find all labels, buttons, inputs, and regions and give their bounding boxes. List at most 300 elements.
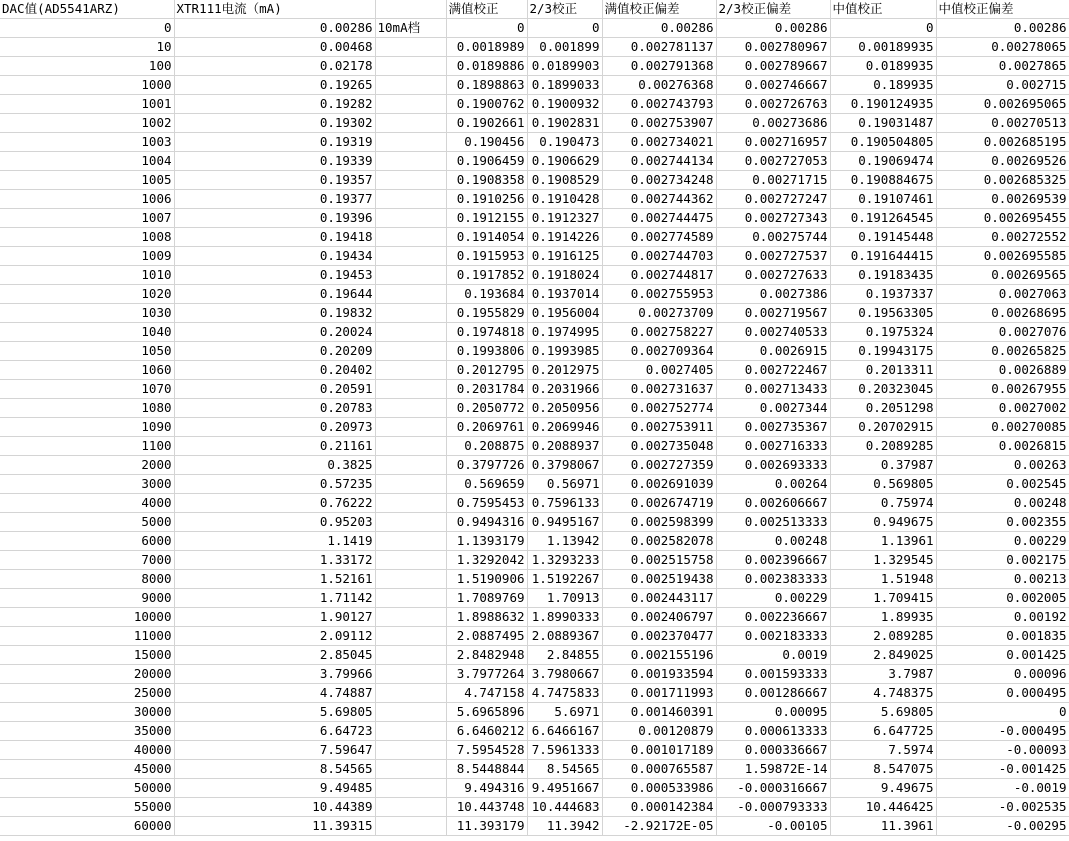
- cell-mid-cal-dev[interactable]: 0.00229: [936, 532, 1069, 551]
- cell-mid-cal-dev[interactable]: -0.0019: [936, 779, 1069, 798]
- cell-full-cal-dev[interactable]: 0.002753911: [602, 418, 716, 437]
- cell-dac[interactable]: 55000: [0, 798, 174, 817]
- cell-full-cal-dev[interactable]: 0.001933594: [602, 665, 716, 684]
- cell-two-thirds-cal[interactable]: 0.56971: [527, 475, 602, 494]
- cell-full-cal[interactable]: 0.1912155: [446, 209, 527, 228]
- cell-full-cal[interactable]: 0.190456: [446, 133, 527, 152]
- cell-two-thirds-cal-dev[interactable]: 0.002236667: [716, 608, 830, 627]
- cell-xtr-current[interactable]: 1.33172: [174, 551, 375, 570]
- cell-mid-cal-dev[interactable]: 0.0026889: [936, 361, 1069, 380]
- header-cell-two-thirds-cal-dev[interactable]: 2/3校正偏差: [716, 0, 830, 19]
- cell-mid-cal-dev[interactable]: 0.0027063: [936, 285, 1069, 304]
- cell-mid-cal[interactable]: 0.191644415: [830, 247, 936, 266]
- cell-full-cal[interactable]: 0: [446, 19, 527, 38]
- cell-mid-cal[interactable]: 1.709415: [830, 589, 936, 608]
- cell-mid-cal-dev[interactable]: 0.00265825: [936, 342, 1069, 361]
- cell-full-cal[interactable]: 0.1910256: [446, 190, 527, 209]
- cell-dac[interactable]: 1009: [0, 247, 174, 266]
- cell-full-cal[interactable]: 0.0189886: [446, 57, 527, 76]
- cell-full-cal-dev[interactable]: 0.002744134: [602, 152, 716, 171]
- header-cell-two-thirds-cal[interactable]: 2/3校正: [527, 0, 602, 19]
- cell-mid-cal[interactable]: 2.089285: [830, 627, 936, 646]
- cell-xtr-current[interactable]: 0.19644: [174, 285, 375, 304]
- cell-range[interactable]: [375, 589, 446, 608]
- cell-range[interactable]: [375, 152, 446, 171]
- cell-two-thirds-cal-dev[interactable]: 0.002727633: [716, 266, 830, 285]
- cell-range[interactable]: [375, 437, 446, 456]
- cell-full-cal-dev[interactable]: 0.002370477: [602, 627, 716, 646]
- cell-full-cal-dev[interactable]: 0.002406797: [602, 608, 716, 627]
- cell-full-cal-dev[interactable]: 0.0027405: [602, 361, 716, 380]
- cell-range[interactable]: [375, 627, 446, 646]
- cell-mid-cal-dev[interactable]: 0.00269565: [936, 266, 1069, 285]
- cell-dac[interactable]: 4000: [0, 494, 174, 513]
- cell-xtr-current[interactable]: 0.00286: [174, 19, 375, 38]
- cell-xtr-current[interactable]: 0.20783: [174, 399, 375, 418]
- cell-range[interactable]: [375, 209, 446, 228]
- cell-two-thirds-cal-dev[interactable]: 0.002719567: [716, 304, 830, 323]
- cell-dac[interactable]: 1005: [0, 171, 174, 190]
- cell-mid-cal[interactable]: 0.37987: [830, 456, 936, 475]
- cell-range[interactable]: [375, 114, 446, 133]
- cell-mid-cal[interactable]: 0.2089285: [830, 437, 936, 456]
- cell-range[interactable]: [375, 703, 446, 722]
- cell-full-cal[interactable]: 6.6460212: [446, 722, 527, 741]
- cell-two-thirds-cal[interactable]: 1.5192267: [527, 570, 602, 589]
- cell-xtr-current[interactable]: 0.76222: [174, 494, 375, 513]
- cell-full-cal[interactable]: 0.1915953: [446, 247, 527, 266]
- cell-two-thirds-cal-dev[interactable]: 0.002693333: [716, 456, 830, 475]
- cell-full-cal[interactable]: 0.1900762: [446, 95, 527, 114]
- cell-mid-cal[interactable]: 5.69805: [830, 703, 936, 722]
- cell-dac[interactable]: 5000: [0, 513, 174, 532]
- cell-two-thirds-cal[interactable]: 1.3293233: [527, 551, 602, 570]
- cell-mid-cal-dev[interactable]: -0.002535: [936, 798, 1069, 817]
- cell-mid-cal-dev[interactable]: 0.00096: [936, 665, 1069, 684]
- cell-mid-cal[interactable]: 9.49675: [830, 779, 936, 798]
- cell-full-cal-dev[interactable]: 0.002753907: [602, 114, 716, 133]
- cell-full-cal[interactable]: 0.1914054: [446, 228, 527, 247]
- cell-full-cal[interactable]: 0.9494316: [446, 513, 527, 532]
- cell-full-cal[interactable]: 0.1917852: [446, 266, 527, 285]
- cell-mid-cal[interactable]: 1.13961: [830, 532, 936, 551]
- cell-range[interactable]: [375, 779, 446, 798]
- cell-full-cal-dev[interactable]: 0.002519438: [602, 570, 716, 589]
- cell-mid-cal-dev[interactable]: 0.00267955: [936, 380, 1069, 399]
- cell-two-thirds-cal-dev[interactable]: 0.002383333: [716, 570, 830, 589]
- cell-mid-cal-dev[interactable]: 0.00248: [936, 494, 1069, 513]
- cell-full-cal[interactable]: 0.2069761: [446, 418, 527, 437]
- cell-xtr-current[interactable]: 0.20024: [174, 323, 375, 342]
- cell-mid-cal[interactable]: 10.446425: [830, 798, 936, 817]
- cell-dac[interactable]: 35000: [0, 722, 174, 741]
- cell-two-thirds-cal-dev[interactable]: 0.00248: [716, 532, 830, 551]
- cell-mid-cal-dev[interactable]: -0.001425: [936, 760, 1069, 779]
- cell-range[interactable]: [375, 285, 446, 304]
- cell-two-thirds-cal[interactable]: 11.3942: [527, 817, 602, 836]
- cell-two-thirds-cal-dev[interactable]: 0.002726763: [716, 95, 830, 114]
- cell-mid-cal[interactable]: 0.191264545: [830, 209, 936, 228]
- cell-range[interactable]: [375, 608, 446, 627]
- cell-mid-cal-dev[interactable]: 0: [936, 703, 1069, 722]
- cell-dac[interactable]: 40000: [0, 741, 174, 760]
- cell-range[interactable]: [375, 95, 446, 114]
- cell-two-thirds-cal[interactable]: 1.70913: [527, 589, 602, 608]
- cell-dac[interactable]: 1100: [0, 437, 174, 456]
- cell-two-thirds-cal[interactable]: 6.6466167: [527, 722, 602, 741]
- cell-xtr-current[interactable]: 11.39315: [174, 817, 375, 836]
- cell-two-thirds-cal-dev[interactable]: 0.002713433: [716, 380, 830, 399]
- cell-mid-cal-dev[interactable]: 0.002685325: [936, 171, 1069, 190]
- cell-dac[interactable]: 6000: [0, 532, 174, 551]
- cell-mid-cal-dev[interactable]: -0.000495: [936, 722, 1069, 741]
- cell-range[interactable]: [375, 760, 446, 779]
- cell-two-thirds-cal[interactable]: 0.2031966: [527, 380, 602, 399]
- cell-two-thirds-cal[interactable]: 0.190473: [527, 133, 602, 152]
- cell-two-thirds-cal-dev[interactable]: 0.002727053: [716, 152, 830, 171]
- cell-dac[interactable]: 1080: [0, 399, 174, 418]
- cell-mid-cal[interactable]: 3.7987: [830, 665, 936, 684]
- cell-dac[interactable]: 10: [0, 38, 174, 57]
- cell-full-cal-dev[interactable]: 0.002674719: [602, 494, 716, 513]
- cell-dac[interactable]: 1070: [0, 380, 174, 399]
- cell-two-thirds-cal[interactable]: 2.0889367: [527, 627, 602, 646]
- cell-dac[interactable]: 1004: [0, 152, 174, 171]
- cell-two-thirds-cal-dev[interactable]: 0.00286: [716, 19, 830, 38]
- cell-full-cal[interactable]: 10.443748: [446, 798, 527, 817]
- cell-xtr-current[interactable]: 0.19832: [174, 304, 375, 323]
- cell-xtr-current[interactable]: 9.49485: [174, 779, 375, 798]
- cell-dac[interactable]: 9000: [0, 589, 174, 608]
- cell-mid-cal[interactable]: 0.190884675: [830, 171, 936, 190]
- cell-mid-cal[interactable]: 0.189935: [830, 76, 936, 95]
- cell-full-cal-dev[interactable]: 0.002734248: [602, 171, 716, 190]
- cell-mid-cal[interactable]: 6.647725: [830, 722, 936, 741]
- cell-full-cal-dev[interactable]: 0.002582078: [602, 532, 716, 551]
- cell-two-thirds-cal[interactable]: 0.1956004: [527, 304, 602, 323]
- cell-mid-cal[interactable]: 0.569805: [830, 475, 936, 494]
- cell-full-cal[interactable]: 0.0018989: [446, 38, 527, 57]
- cell-dac[interactable]: 60000: [0, 817, 174, 836]
- cell-two-thirds-cal-dev[interactable]: 0.000336667: [716, 741, 830, 760]
- cell-xtr-current[interactable]: 10.44389: [174, 798, 375, 817]
- cell-two-thirds-cal[interactable]: 0.7596133: [527, 494, 602, 513]
- cell-mid-cal-dev[interactable]: 0.002545: [936, 475, 1069, 494]
- cell-full-cal-dev[interactable]: 0.002758227: [602, 323, 716, 342]
- cell-xtr-current[interactable]: 8.54565: [174, 760, 375, 779]
- cell-two-thirds-cal[interactable]: 10.444683: [527, 798, 602, 817]
- cell-full-cal[interactable]: 0.3797726: [446, 456, 527, 475]
- cell-two-thirds-cal-dev[interactable]: 0.0026915: [716, 342, 830, 361]
- cell-mid-cal-dev[interactable]: 0.00192: [936, 608, 1069, 627]
- cell-mid-cal-dev[interactable]: 0.00272552: [936, 228, 1069, 247]
- cell-full-cal[interactable]: 0.2050772: [446, 399, 527, 418]
- cell-two-thirds-cal[interactable]: 0.2050956: [527, 399, 602, 418]
- cell-dac[interactable]: 2000: [0, 456, 174, 475]
- cell-two-thirds-cal-dev[interactable]: 0.0027386: [716, 285, 830, 304]
- cell-full-cal-dev[interactable]: 0.002155196: [602, 646, 716, 665]
- cell-full-cal-dev[interactable]: 0.00273709: [602, 304, 716, 323]
- cell-two-thirds-cal-dev[interactable]: 0.002746667: [716, 76, 830, 95]
- cell-dac[interactable]: 1008: [0, 228, 174, 247]
- cell-mid-cal[interactable]: 11.3961: [830, 817, 936, 836]
- cell-dac[interactable]: 8000: [0, 570, 174, 589]
- cell-full-cal[interactable]: 1.5190906: [446, 570, 527, 589]
- cell-full-cal-dev[interactable]: 0.002709364: [602, 342, 716, 361]
- cell-mid-cal-dev[interactable]: 0.00278065: [936, 38, 1069, 57]
- cell-dac[interactable]: 1030: [0, 304, 174, 323]
- cell-xtr-current[interactable]: 3.79966: [174, 665, 375, 684]
- cell-xtr-current[interactable]: 0.19282: [174, 95, 375, 114]
- cell-two-thirds-cal[interactable]: 0.1993985: [527, 342, 602, 361]
- cell-two-thirds-cal-dev[interactable]: 0.002716957: [716, 133, 830, 152]
- cell-mid-cal-dev[interactable]: 0.002695065: [936, 95, 1069, 114]
- cell-range[interactable]: [375, 76, 446, 95]
- cell-range[interactable]: [375, 399, 446, 418]
- cell-xtr-current[interactable]: 0.19319: [174, 133, 375, 152]
- cell-mid-cal[interactable]: 2.849025: [830, 646, 936, 665]
- cell-full-cal-dev[interactable]: 0.000765587: [602, 760, 716, 779]
- cell-xtr-current[interactable]: 0.00468: [174, 38, 375, 57]
- cell-two-thirds-cal[interactable]: 8.54565: [527, 760, 602, 779]
- cell-xtr-current[interactable]: 7.59647: [174, 741, 375, 760]
- cell-full-cal-dev[interactable]: 0.00120879: [602, 722, 716, 741]
- cell-xtr-current[interactable]: 0.19418: [174, 228, 375, 247]
- cell-dac[interactable]: 50000: [0, 779, 174, 798]
- cell-range[interactable]: [375, 817, 446, 836]
- cell-two-thirds-cal-dev[interactable]: 0.002183333: [716, 627, 830, 646]
- cell-two-thirds-cal-dev[interactable]: 0.002780967: [716, 38, 830, 57]
- header-cell-full-cal[interactable]: 满值校正: [446, 0, 527, 19]
- cell-dac[interactable]: 30000: [0, 703, 174, 722]
- cell-two-thirds-cal-dev[interactable]: 0.002727247: [716, 190, 830, 209]
- cell-full-cal-dev[interactable]: 0.002781137: [602, 38, 716, 57]
- cell-two-thirds-cal[interactable]: 0.1900932: [527, 95, 602, 114]
- cell-range[interactable]: [375, 798, 446, 817]
- cell-full-cal-dev[interactable]: 0.00276368: [602, 76, 716, 95]
- cell-mid-cal[interactable]: 0.190504805: [830, 133, 936, 152]
- cell-mid-cal-dev[interactable]: 0.001835: [936, 627, 1069, 646]
- cell-dac[interactable]: 1000: [0, 76, 174, 95]
- cell-xtr-current[interactable]: 0.20402: [174, 361, 375, 380]
- cell-mid-cal[interactable]: 0.1975324: [830, 323, 936, 342]
- cell-dac[interactable]: 1003: [0, 133, 174, 152]
- cell-full-cal[interactable]: 4.747158: [446, 684, 527, 703]
- cell-full-cal[interactable]: 0.1908358: [446, 171, 527, 190]
- cell-mid-cal[interactable]: 1.89935: [830, 608, 936, 627]
- cell-mid-cal[interactable]: 1.51948: [830, 570, 936, 589]
- cell-two-thirds-cal[interactable]: 0.2088937: [527, 437, 602, 456]
- cell-range[interactable]: [375, 532, 446, 551]
- cell-range[interactable]: [375, 722, 446, 741]
- cell-full-cal-dev[interactable]: 0.002755953: [602, 285, 716, 304]
- cell-full-cal-dev[interactable]: 0.00286: [602, 19, 716, 38]
- cell-range[interactable]: [375, 266, 446, 285]
- cell-xtr-current[interactable]: 0.19434: [174, 247, 375, 266]
- cell-dac[interactable]: 3000: [0, 475, 174, 494]
- cell-full-cal[interactable]: 0.569659: [446, 475, 527, 494]
- cell-mid-cal[interactable]: 0.19563305: [830, 304, 936, 323]
- cell-dac[interactable]: 15000: [0, 646, 174, 665]
- cell-two-thirds-cal[interactable]: 0.3798067: [527, 456, 602, 475]
- cell-two-thirds-cal[interactable]: 7.5961333: [527, 741, 602, 760]
- cell-mid-cal[interactable]: 0.19145448: [830, 228, 936, 247]
- cell-range[interactable]: [375, 57, 446, 76]
- cell-full-cal-dev[interactable]: 0.000142384: [602, 798, 716, 817]
- cell-xtr-current[interactable]: 0.02178: [174, 57, 375, 76]
- cell-range[interactable]: [375, 342, 446, 361]
- cell-range[interactable]: [375, 646, 446, 665]
- cell-two-thirds-cal-dev[interactable]: 0.002396667: [716, 551, 830, 570]
- cell-two-thirds-cal-dev[interactable]: 0.001286667: [716, 684, 830, 703]
- cell-range[interactable]: [375, 513, 446, 532]
- cell-full-cal[interactable]: 0.1898863: [446, 76, 527, 95]
- header-cell-empty[interactable]: [375, 0, 446, 19]
- cell-two-thirds-cal[interactable]: 0.1914226: [527, 228, 602, 247]
- cell-dac[interactable]: 1001: [0, 95, 174, 114]
- cell-xtr-current[interactable]: 0.19396: [174, 209, 375, 228]
- cell-full-cal-dev[interactable]: 0.002598399: [602, 513, 716, 532]
- cell-mid-cal-dev[interactable]: 0.002695585: [936, 247, 1069, 266]
- cell-xtr-current[interactable]: 1.71142: [174, 589, 375, 608]
- cell-full-cal-dev[interactable]: 0.002443117: [602, 589, 716, 608]
- cell-range[interactable]: [375, 475, 446, 494]
- header-cell-mid-cal[interactable]: 中值校正: [830, 0, 936, 19]
- cell-mid-cal[interactable]: 0.20323045: [830, 380, 936, 399]
- cell-two-thirds-cal[interactable]: 0: [527, 19, 602, 38]
- cell-two-thirds-cal[interactable]: 4.7475833: [527, 684, 602, 703]
- cell-full-cal[interactable]: 0.7595453: [446, 494, 527, 513]
- cell-full-cal[interactable]: 0.1906459: [446, 152, 527, 171]
- cell-two-thirds-cal[interactable]: 0.1899033: [527, 76, 602, 95]
- cell-mid-cal-dev[interactable]: 0.002175: [936, 551, 1069, 570]
- cell-full-cal-dev[interactable]: 0.002744475: [602, 209, 716, 228]
- cell-xtr-current[interactable]: 0.95203: [174, 513, 375, 532]
- cell-mid-cal-dev[interactable]: 0.00263: [936, 456, 1069, 475]
- cell-full-cal-dev[interactable]: 0.002731637: [602, 380, 716, 399]
- cell-range[interactable]: [375, 570, 446, 589]
- cell-range[interactable]: [375, 228, 446, 247]
- cell-dac[interactable]: 7000: [0, 551, 174, 570]
- cell-dac[interactable]: 1002: [0, 114, 174, 133]
- cell-dac[interactable]: 1050: [0, 342, 174, 361]
- cell-mid-cal[interactable]: 0.20702915: [830, 418, 936, 437]
- cell-two-thirds-cal[interactable]: 5.6971: [527, 703, 602, 722]
- cell-mid-cal[interactable]: 0.949675: [830, 513, 936, 532]
- cell-mid-cal[interactable]: 0.19943175: [830, 342, 936, 361]
- cell-full-cal-dev[interactable]: 0.002791368: [602, 57, 716, 76]
- cell-xtr-current[interactable]: 0.19339: [174, 152, 375, 171]
- cell-two-thirds-cal[interactable]: 0.1918024: [527, 266, 602, 285]
- cell-full-cal[interactable]: 1.1393179: [446, 532, 527, 551]
- cell-two-thirds-cal-dev[interactable]: 0.0027344: [716, 399, 830, 418]
- cell-two-thirds-cal-dev[interactable]: 0.000613333: [716, 722, 830, 741]
- cell-full-cal[interactable]: 1.3292042: [446, 551, 527, 570]
- cell-range[interactable]: [375, 494, 446, 513]
- cell-mid-cal-dev[interactable]: 0.002695455: [936, 209, 1069, 228]
- cell-two-thirds-cal[interactable]: 0.2069946: [527, 418, 602, 437]
- cell-two-thirds-cal[interactable]: 0.001899: [527, 38, 602, 57]
- cell-full-cal-dev[interactable]: 0.002744817: [602, 266, 716, 285]
- cell-range[interactable]: [375, 133, 446, 152]
- cell-mid-cal-dev[interactable]: 0.00269526: [936, 152, 1069, 171]
- cell-two-thirds-cal[interactable]: 1.13942: [527, 532, 602, 551]
- cell-two-thirds-cal-dev[interactable]: 0.002606667: [716, 494, 830, 513]
- cell-xtr-current[interactable]: 5.69805: [174, 703, 375, 722]
- cell-dac[interactable]: 100: [0, 57, 174, 76]
- cell-mid-cal-dev[interactable]: -0.00093: [936, 741, 1069, 760]
- cell-two-thirds-cal-dev[interactable]: 0.00229: [716, 589, 830, 608]
- cell-full-cal-dev[interactable]: 0.002752774: [602, 399, 716, 418]
- cell-xtr-current[interactable]: 0.20591: [174, 380, 375, 399]
- cell-mid-cal[interactable]: 0.2051298: [830, 399, 936, 418]
- cell-two-thirds-cal-dev[interactable]: 0.00275744: [716, 228, 830, 247]
- cell-mid-cal[interactable]: 0.19183435: [830, 266, 936, 285]
- cell-two-thirds-cal[interactable]: 3.7980667: [527, 665, 602, 684]
- cell-xtr-current[interactable]: 2.85045: [174, 646, 375, 665]
- cell-mid-cal-dev[interactable]: 0.00270085: [936, 418, 1069, 437]
- cell-two-thirds-cal-dev[interactable]: 0.00095: [716, 703, 830, 722]
- cell-two-thirds-cal-dev[interactable]: 0.00273686: [716, 114, 830, 133]
- cell-full-cal[interactable]: 5.6965896: [446, 703, 527, 722]
- cell-range[interactable]: 10mA档: [375, 19, 446, 38]
- cell-full-cal-dev[interactable]: 0.002515758: [602, 551, 716, 570]
- cell-xtr-current[interactable]: 2.09112: [174, 627, 375, 646]
- cell-dac[interactable]: 1020: [0, 285, 174, 304]
- cell-xtr-current[interactable]: 0.19453: [174, 266, 375, 285]
- cell-full-cal-dev[interactable]: 0.002734021: [602, 133, 716, 152]
- cell-xtr-current[interactable]: 6.64723: [174, 722, 375, 741]
- cell-dac[interactable]: 25000: [0, 684, 174, 703]
- cell-dac[interactable]: 20000: [0, 665, 174, 684]
- cell-two-thirds-cal-dev[interactable]: -0.00105: [716, 817, 830, 836]
- cell-mid-cal-dev[interactable]: 0.00286: [936, 19, 1069, 38]
- cell-two-thirds-cal[interactable]: 0.1916125: [527, 247, 602, 266]
- cell-two-thirds-cal-dev[interactable]: 0.001593333: [716, 665, 830, 684]
- cell-mid-cal-dev[interactable]: 0.001425: [936, 646, 1069, 665]
- cell-xtr-current[interactable]: 0.20973: [174, 418, 375, 437]
- cell-two-thirds-cal[interactable]: 1.8990333: [527, 608, 602, 627]
- cell-mid-cal[interactable]: 7.5974: [830, 741, 936, 760]
- cell-full-cal-dev[interactable]: 0.001017189: [602, 741, 716, 760]
- cell-full-cal[interactable]: 0.2031784: [446, 380, 527, 399]
- cell-two-thirds-cal[interactable]: 0.1937014: [527, 285, 602, 304]
- cell-two-thirds-cal[interactable]: 0.1910428: [527, 190, 602, 209]
- cell-mid-cal[interactable]: 0.1937337: [830, 285, 936, 304]
- cell-range[interactable]: [375, 551, 446, 570]
- cell-full-cal[interactable]: 0.1993806: [446, 342, 527, 361]
- cell-two-thirds-cal-dev[interactable]: 1.59872E-14: [716, 760, 830, 779]
- cell-full-cal[interactable]: 7.5954528: [446, 741, 527, 760]
- cell-dac[interactable]: 1060: [0, 361, 174, 380]
- cell-two-thirds-cal-dev[interactable]: 0.00271715: [716, 171, 830, 190]
- cell-two-thirds-cal-dev[interactable]: 0.002716333: [716, 437, 830, 456]
- cell-full-cal[interactable]: 1.8988632: [446, 608, 527, 627]
- cell-full-cal-dev[interactable]: 0.001711993: [602, 684, 716, 703]
- cell-two-thirds-cal-dev[interactable]: -0.000793333: [716, 798, 830, 817]
- cell-mid-cal-dev[interactable]: 0.00270513: [936, 114, 1069, 133]
- cell-dac[interactable]: 1040: [0, 323, 174, 342]
- cell-range[interactable]: [375, 741, 446, 760]
- cell-mid-cal-dev[interactable]: 0.00213: [936, 570, 1069, 589]
- cell-two-thirds-cal-dev[interactable]: 0.002735367: [716, 418, 830, 437]
- cell-mid-cal[interactable]: 0.00189935: [830, 38, 936, 57]
- cell-mid-cal[interactable]: 0.0189935: [830, 57, 936, 76]
- cell-xtr-current[interactable]: 0.3825: [174, 456, 375, 475]
- cell-dac[interactable]: 10000: [0, 608, 174, 627]
- cell-mid-cal[interactable]: 0.2013311: [830, 361, 936, 380]
- cell-full-cal-dev[interactable]: 0.002727359: [602, 456, 716, 475]
